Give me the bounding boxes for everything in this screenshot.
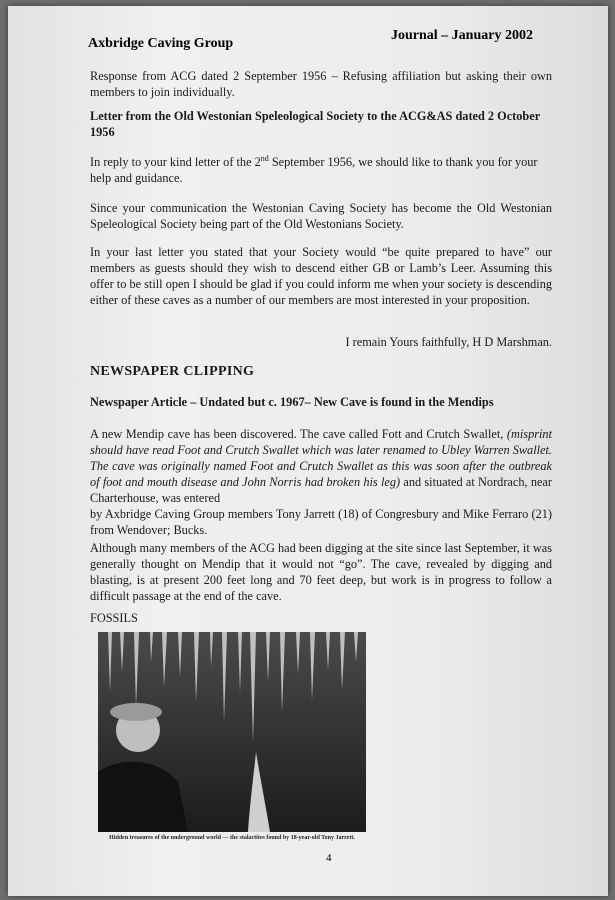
group-name: Axbridge Caving Group [88,36,234,51]
letter-paragraph-1: In reply to your kind letter of the 2nd September 1956, we should like to thank you for your help and guidance. [90,153,538,185]
journal-date: Journal – January 2002 [391,28,533,43]
section-title: NEWSPAPER CLIPPING [90,364,255,379]
stalactite-photo [98,632,366,832]
newspaper-photo [98,632,366,832]
letter-paragraph-2: Since your communication the Westonian Caving Society has become the Old Westonian Speleological Society being part of the Old Westonians Society. [90,201,552,231]
photo-caption: Hidden treasures of the underground world — the stalactites found by 18-year-old Tony Jarrett. [109,835,355,841]
fossils-label: FOSSILS [90,611,138,625]
letter-heading: Letter from the Old Westonian Speleological Society to the ACG&AS dated 2 October 1956 [90,109,540,139]
article-paragraph-2: Although many members of the ACG had been digging at the site since last September, it was generally thought on Mendip that it would not “go”. The cave, revealed by digging and blasting, is at present 200 feet long and 70 feet deep, but work is in progress to follow a difficult passage at the end of the cave. [90,541,552,603]
article-paragraph-1: A new Mendip cave has been discovered. The cave called Fott and Crutch Swallet, (misprint should have read Foot and Crutch Swallet which was later renamed to Ubley Warren Swallet. The cave was originally named Foot and Crutch Swallet as this was soon after the outbreak of foot and mouth disease and John Norris had broken his leg) and situated at Nordrach, near Charterhouse, was entered by Axbridge Caving Group members Tony Jarrett (18) of Congresbury and Mike Ferraro (21) from Wendover; Bucks. [90,427,552,537]
response-paragraph: Response from ACG dated 2 September 1956 – Refusing affiliation but asking their own members to join individually. [90,69,552,99]
article-heading: Newspaper Article – Undated but c. 1967– New Cave is found in the Mendips [90,395,494,409]
letter-paragraph-3: In your last letter you stated that your Society would “be quite prepared to have” our members as guests should they wish to descend either GB or Lamb’s Leer. Assuming this offer to be still open I should be glad if you could inform me when your society is descending either of these caves as a number of our members are most interested in your proposition. [90,245,552,307]
page-number: 4 [326,852,332,864]
letter-signoff: I remain Yours faithfully, H D Marshman. [345,335,552,349]
journal-page [8,6,608,896]
